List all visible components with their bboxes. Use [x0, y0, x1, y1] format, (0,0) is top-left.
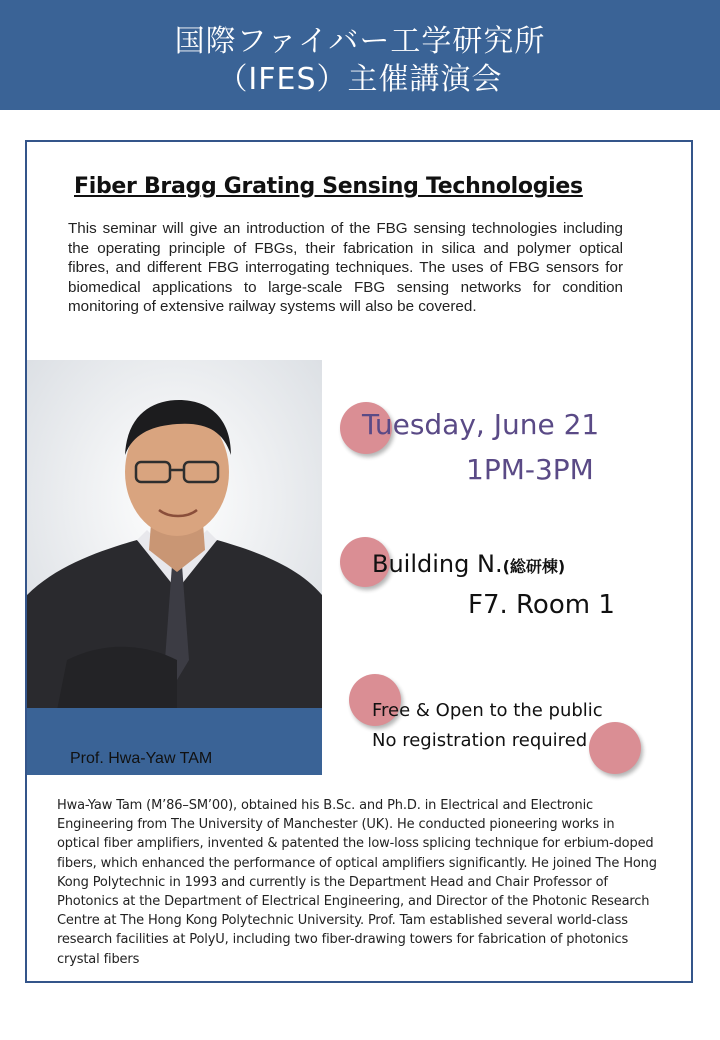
- header-title-line1: 国際ファイバー工学研究所: [174, 24, 546, 59]
- event-time: 1PM-3PM: [466, 453, 594, 486]
- speaker-name: Prof. Hwa-Yaw TAM: [70, 750, 213, 767]
- event-date: Tuesday, June 21: [362, 408, 600, 441]
- speaker-photo: [27, 360, 322, 710]
- seminar-abstract: This seminar will give an introduction of the FBG sensing technologies including the operating principle of FBGs, their fabrication in silica and polymer optical fibres, and different FBG interrogating techniques. The uses of FBG sensors for biomedical applications to large-scale FBG sensing networks for condition monitoring of extensive railway systems will also be covered.: [68, 220, 623, 315]
- event-admission: Free & Open to the public: [372, 700, 603, 721]
- event-building: [372, 550, 565, 578]
- header-banner: [0, 0, 720, 110]
- speaker-bio: Hwa-Yaw Tam (M’86–SM’00), obtained his B.Sc. and Ph.D. in Electrical and Electronic Engineering from The University of Manchester (UK). He conducted pioneering works in optical fiber amplifiers, invented & patented the low-loss splicing technique for erbium-doped fibers, which enhanced the performance of optical amplifiers significantly. He joined The Hong Kong Polytechnic in 1993 and currently is the Department Head and Chair Professor of Photonics at the Department of Electrical Engineering, and Director of the Photonic Research Centre at The Hong Kong Polytechnic University. Prof. Tam established several world-class research facilities at PolyU, including two fiber-drawing towers for fabrication of photonics crystal fibers: [57, 798, 657, 967]
- event-building-jp: (総研棟): [502, 557, 566, 576]
- event-registration: No registration required: [372, 730, 588, 751]
- speaker-portrait-illustration: [27, 360, 322, 710]
- event-room: F7. Room 1: [468, 590, 615, 620]
- seminar-title: Fiber Bragg Grating Sensing Technologies: [74, 174, 583, 199]
- event-building-name: Building N.: [372, 550, 503, 578]
- header-title-line2: （IFES）主催講演会: [217, 62, 503, 97]
- decorative-bubble-registration: [589, 722, 641, 774]
